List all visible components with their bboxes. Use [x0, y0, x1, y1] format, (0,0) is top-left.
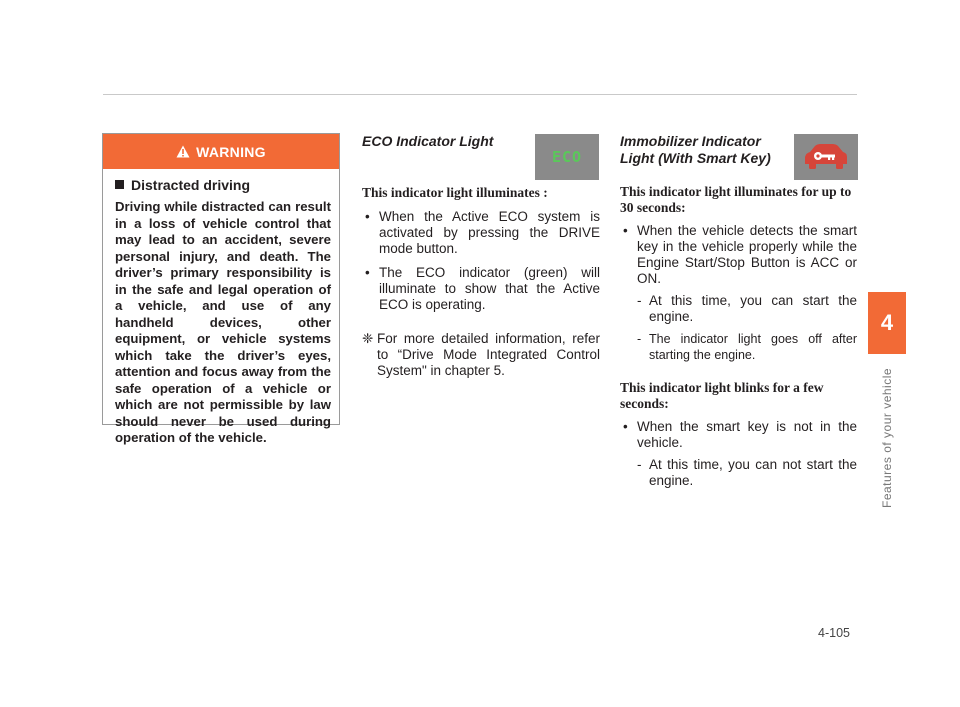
list-item: - At this time, you can start the engine. — [637, 293, 857, 324]
immobilizer-bullets-1 — [620, 223, 857, 287]
eco-icon-label: ECO — [551, 148, 583, 166]
list-item: - The indicator light goes off after starting the engine. — [637, 332, 857, 362]
warning-subtitle-row — [115, 177, 339, 193]
eco-section — [362, 133, 600, 379]
eco-note — [362, 331, 600, 379]
list-item: • When the Active ECO system is activated by pressing the DRIVE mode button. — [365, 209, 600, 256]
immobilizer-bullets-2 — [620, 419, 857, 451]
list-item: • The ECO indicator (green) will illuminate to show that the Active ECO is operating. — [365, 265, 600, 312]
warning-box — [102, 133, 340, 445]
square-bullet-icon — [115, 180, 124, 189]
immobilizer-lead-1: This indicator light illuminates for up to 30 seconds: — [620, 184, 852, 215]
immobilizer-heading-line2: Light (With Smart Key) — [620, 150, 771, 166]
page-number: 4-105 — [818, 626, 850, 640]
list-item: • When the smart key is not in the vehicle. — [623, 419, 857, 450]
top-rule — [103, 94, 857, 95]
warning-subtitle: Distracted driving — [131, 177, 251, 193]
warning-label: WARNING — [196, 143, 266, 160]
warning-triangle-icon — [176, 145, 190, 158]
list-item: • When the vehicle detects the smart key in the vehicle properly while the Engine Start/Stop Button is ACC or ON. — [623, 223, 857, 286]
immobilizer-lead-2: This indicator light blinks for a few seconds: — [620, 380, 824, 411]
eco-note-text: For more detailed information, refer to “Drive Mode Integrated Control System" in chapter 5. — [377, 331, 600, 378]
immobilizer-heading-line1: Immobilizer Indicator — [620, 133, 761, 149]
chapter-number: 4 — [880, 310, 894, 335]
warning-header — [103, 134, 339, 169]
chapter-tab — [868, 292, 906, 354]
warning-body: Driving while distracted can result in a loss of vehicle control that may lead to an accident, severe personal injury, and death. The driver’s primary responsibility is in the safe and legal operation of a vehicle, and use of any handheld devices, other equipment, or vehicle systems which take the driver’s eyes, attention and focus away from the safe operation of a vehicle or which are not permissible by law should never be used during operation of the vehicle. — [115, 199, 331, 445]
note-symbol: ❈ — [362, 331, 374, 346]
chapter-title: Features of your vehicle — [880, 367, 894, 509]
immobilizer-section — [620, 133, 857, 489]
eco-heading: ECO Indicator Light — [362, 133, 494, 149]
eco-bullets — [362, 209, 600, 313]
eco-lead: This indicator light illuminates : — [362, 185, 548, 200]
list-item: - At this time, you can not start the engine. — [637, 457, 857, 488]
